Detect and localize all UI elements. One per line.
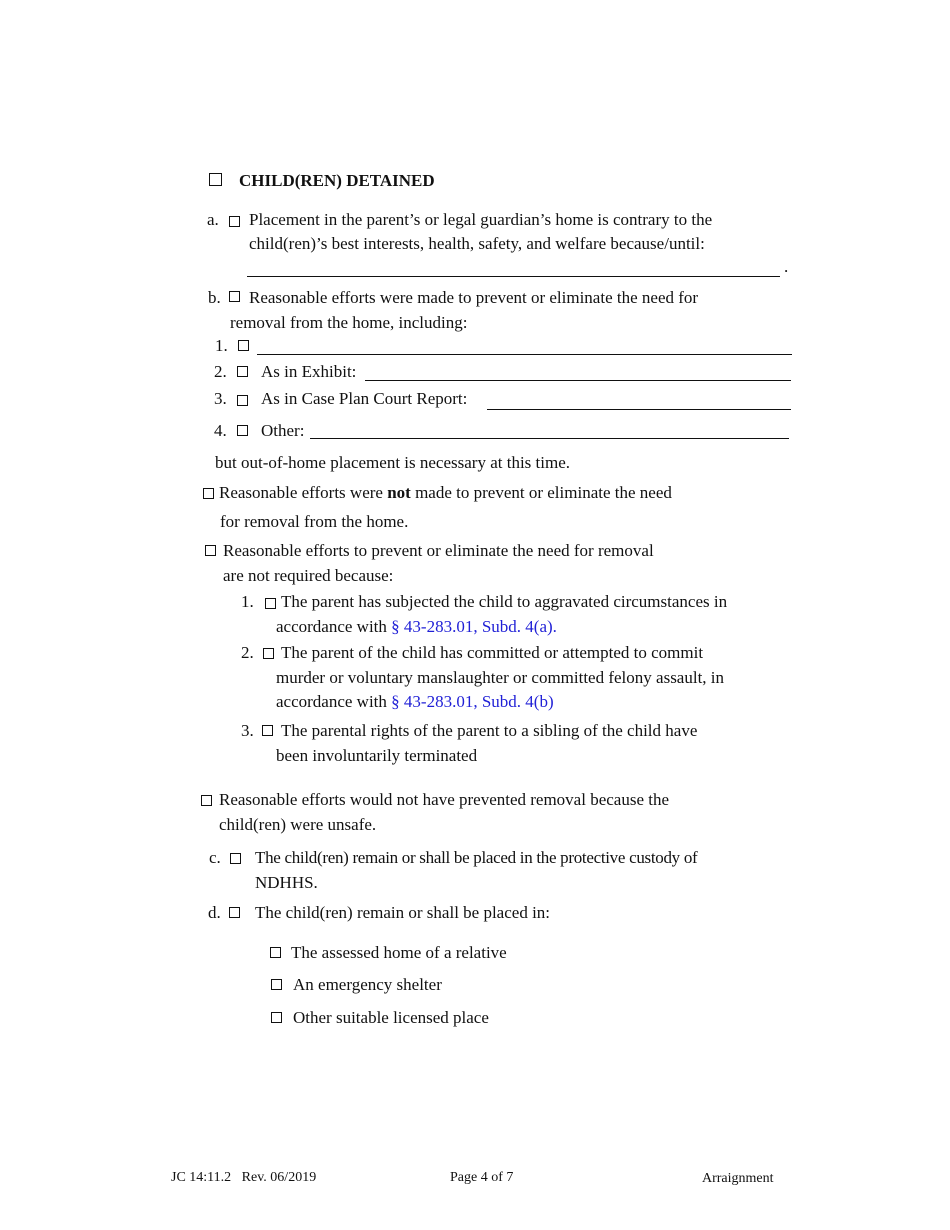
effort-3-label: As in Case Plan Court Report: xyxy=(261,389,468,408)
item-c-line2: NDHHS. xyxy=(255,873,318,892)
item-d-checkbox[interactable] xyxy=(229,907,240,918)
effort-2-number: 2. xyxy=(214,362,227,381)
item-a-checkbox[interactable] xyxy=(229,216,240,227)
effort-1-checkbox[interactable] xyxy=(238,340,249,351)
reason-2-line2: murder or voluntary manslaughter or committed felony assault, in xyxy=(276,668,725,687)
item-b-marker: b. xyxy=(208,288,221,307)
item-b-checkbox[interactable] xyxy=(229,291,240,302)
reason-3-line2: been involuntarily terminated xyxy=(276,746,478,765)
emergency-shelter-label: An emergency shelter xyxy=(293,975,442,994)
efforts-not-made-line1: Reasonable efforts were not made to prevent or eliminate the need xyxy=(219,483,672,502)
unsafe-line2: child(ren) were unsafe. xyxy=(219,815,377,834)
effort-4-number: 4. xyxy=(214,421,227,440)
efforts-not-made-line2: for removal from the home. xyxy=(220,512,409,531)
efforts-not-required-checkbox[interactable] xyxy=(205,545,216,556)
item-c-line1: The child(ren) remain or shall be placed in the protective custody of xyxy=(255,848,698,867)
efforts-not-required-line2: are not required because: xyxy=(223,566,394,585)
reason-1-number: 1. xyxy=(241,592,254,611)
relative-home-checkbox[interactable] xyxy=(270,947,281,958)
footer-form-id: JC 14:11.2 Rev. 06/2019 xyxy=(171,1170,317,1185)
statute-link-4a[interactable]: § 43-283.01, Subd. 4(a). xyxy=(391,617,557,636)
relative-home-label: The assessed home of a relative xyxy=(291,943,507,962)
item-a-period: . xyxy=(784,257,789,276)
footer-page-number: Page 4 of 7 xyxy=(450,1170,514,1185)
unsafe-line1: Reasonable efforts would not have prevented removal because the xyxy=(219,790,670,809)
item-d-marker: d. xyxy=(208,903,221,922)
item-b-text-line1: Reasonable efforts were made to prevent or eliminate the need for xyxy=(249,288,699,307)
reason-3-line1: The parental rights of the parent to a sibling of the child have xyxy=(281,721,698,740)
placement-necessary-text: but out-of-home placement is necessary at this time. xyxy=(215,453,571,472)
effort-4-checkbox[interactable] xyxy=(237,425,248,436)
item-a-marker: a. xyxy=(207,210,219,229)
effort-2-checkbox[interactable] xyxy=(237,366,248,377)
item-b-text-line2: removal from the home, including: xyxy=(230,313,468,332)
reason-3-number: 3. xyxy=(241,721,254,740)
item-c-marker: c. xyxy=(209,848,221,867)
statute-link-4b[interactable]: § 43-283.01, Subd. 4(b) xyxy=(391,692,554,711)
item-d-line1: The child(ren) remain or shall be placed in: xyxy=(255,903,551,922)
item-a-text-line1: Placement in the parent’s or legal guardian’s home is contrary to the xyxy=(249,210,713,229)
item-c-checkbox[interactable] xyxy=(230,853,241,864)
section-heading: CHILD(REN) DETAINED xyxy=(239,171,435,190)
effort-3-number: 3. xyxy=(214,389,227,408)
reason-2-line3: accordance with § 43-283.01, Subd. 4(b) xyxy=(276,692,554,711)
reason-3-checkbox[interactable] xyxy=(262,725,273,736)
detained-checkbox[interactable] xyxy=(209,173,222,186)
reason-1-line2: accordance with § 43-283.01, Subd. 4(a). xyxy=(276,617,557,636)
reason-2-line1: The parent of the child has committed or attempted to commit xyxy=(281,643,704,662)
effort-3-blank-line[interactable] xyxy=(487,409,791,410)
effort-1-blank-line[interactable] xyxy=(257,354,792,355)
efforts-not-required-line1: Reasonable efforts to prevent or eliminate the need for removal xyxy=(223,541,654,560)
emergency-shelter-checkbox[interactable] xyxy=(271,979,282,990)
item-a-blank-line[interactable] xyxy=(247,276,780,277)
effort-2-label: As in Exhibit: xyxy=(261,362,357,381)
effort-1-number: 1. xyxy=(215,336,228,355)
item-a-text-line2: child(ren)’s best interests, health, safety, and welfare because/until: xyxy=(249,234,705,253)
effort-4-blank-line[interactable] xyxy=(310,438,789,439)
licensed-place-label: Other suitable licensed place xyxy=(293,1008,489,1027)
efforts-not-made-checkbox[interactable] xyxy=(203,488,214,499)
reason-1-checkbox[interactable] xyxy=(265,598,276,609)
reason-2-checkbox[interactable] xyxy=(263,648,274,659)
effort-2-blank-line[interactable] xyxy=(365,380,791,381)
effort-3-checkbox[interactable] xyxy=(237,395,248,406)
reason-1-line1: The parent has subjected the child to aggravated circumstances in xyxy=(281,592,728,611)
effort-4-label: Other: xyxy=(261,421,305,440)
unsafe-checkbox[interactable] xyxy=(201,795,212,806)
reason-2-number: 2. xyxy=(241,643,254,662)
footer-document-title: Arraignment xyxy=(702,1171,774,1186)
licensed-place-checkbox[interactable] xyxy=(271,1012,282,1023)
